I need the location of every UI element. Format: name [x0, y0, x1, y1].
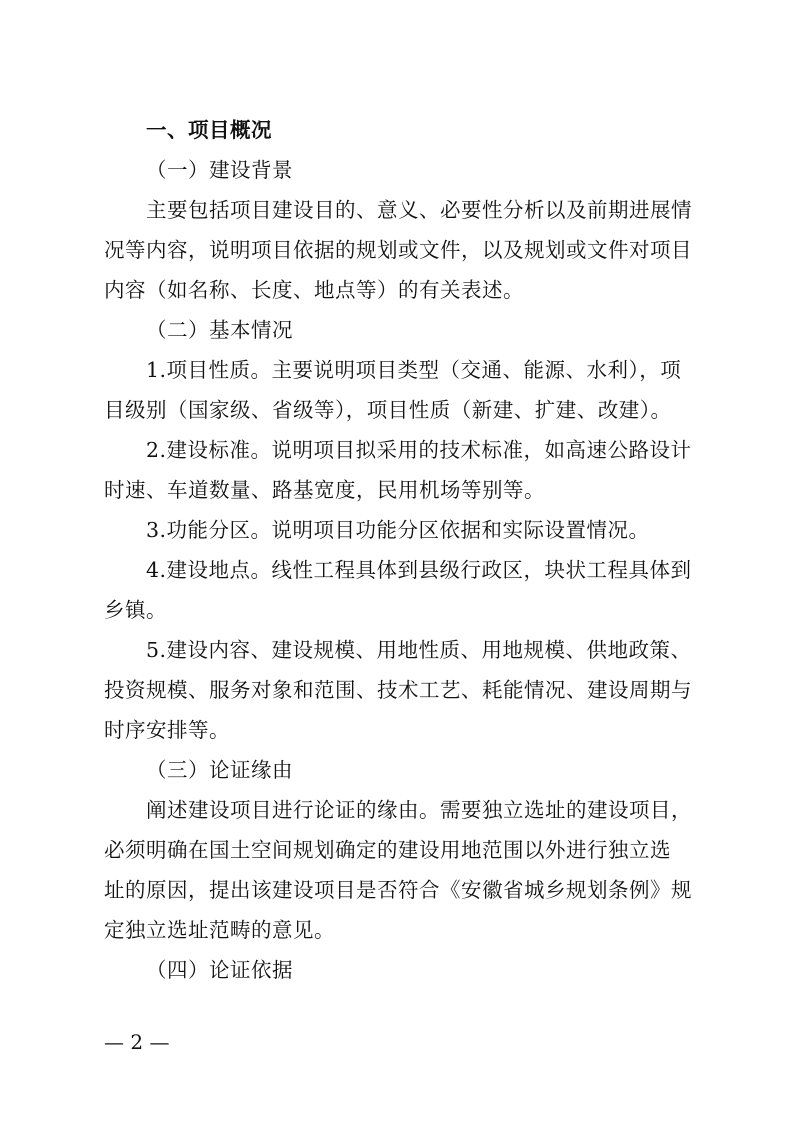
subsection-title-reason: （三）论证缘由	[146, 758, 293, 782]
paragraph-line: 阐述建设项目进行论证的缘由。需要独立选址的建设项目，	[146, 798, 692, 822]
paragraph-line: 主要包括项目建设目的、意义、必要性分析以及前期进展情	[146, 198, 692, 222]
list-item-line: 乡镇。	[104, 598, 167, 622]
page-number: — 2 —	[104, 1030, 170, 1054]
list-item-line: 2.建设标准。说明项目拟采用的技术标准，如高速公路设计	[146, 438, 692, 462]
list-item-line: 5.建设内容、建设规模、用地性质、用地规模、供地政策、	[146, 638, 692, 662]
list-item-line: 3.功能分区。说明项目功能分区依据和实际设置情况。	[146, 518, 650, 542]
paragraph-line: 址的原因，提出该建设项目是否符合《安徽省城乡规划条例》规	[104, 878, 692, 902]
subsection-title-basic-info: （二）基本情况	[146, 318, 293, 342]
list-item-line: 时序安排等。	[104, 718, 230, 742]
paragraph-line: 内容（如名称、长度、地点等）的有关表述。	[104, 278, 524, 302]
subsection-title-basis: （四）论证依据	[146, 958, 293, 982]
paragraph-line: 定独立选址范畴的意见。	[104, 918, 335, 942]
paragraph-line: 必须明确在国土空间规划确定的建设用地范围以外进行独立选	[104, 838, 671, 862]
list-item-line: 4.建设地点。线性工程具体到县级行政区，块状工程具体到	[146, 558, 692, 582]
section-title: 一、项目概况	[146, 118, 272, 142]
subsection-title-background: （一）建设背景	[146, 158, 293, 182]
paragraph-line: 况等内容，说明项目依据的规划或文件，以及规划或文件对项目	[104, 238, 692, 262]
list-item-line: 时速、车道数量、路基宽度，民用机场等别等。	[104, 478, 545, 502]
list-item-line: 1.项目性质。主要说明项目类型（交通、能源、水利），项	[146, 358, 682, 382]
list-item-line: 投资规模、服务对象和范围、技术工艺、耗能情况、建设周期与	[104, 678, 692, 702]
list-item-line: 目级别（国家级、省级等），项目性质（新建、扩建、改建）。	[104, 398, 672, 422]
